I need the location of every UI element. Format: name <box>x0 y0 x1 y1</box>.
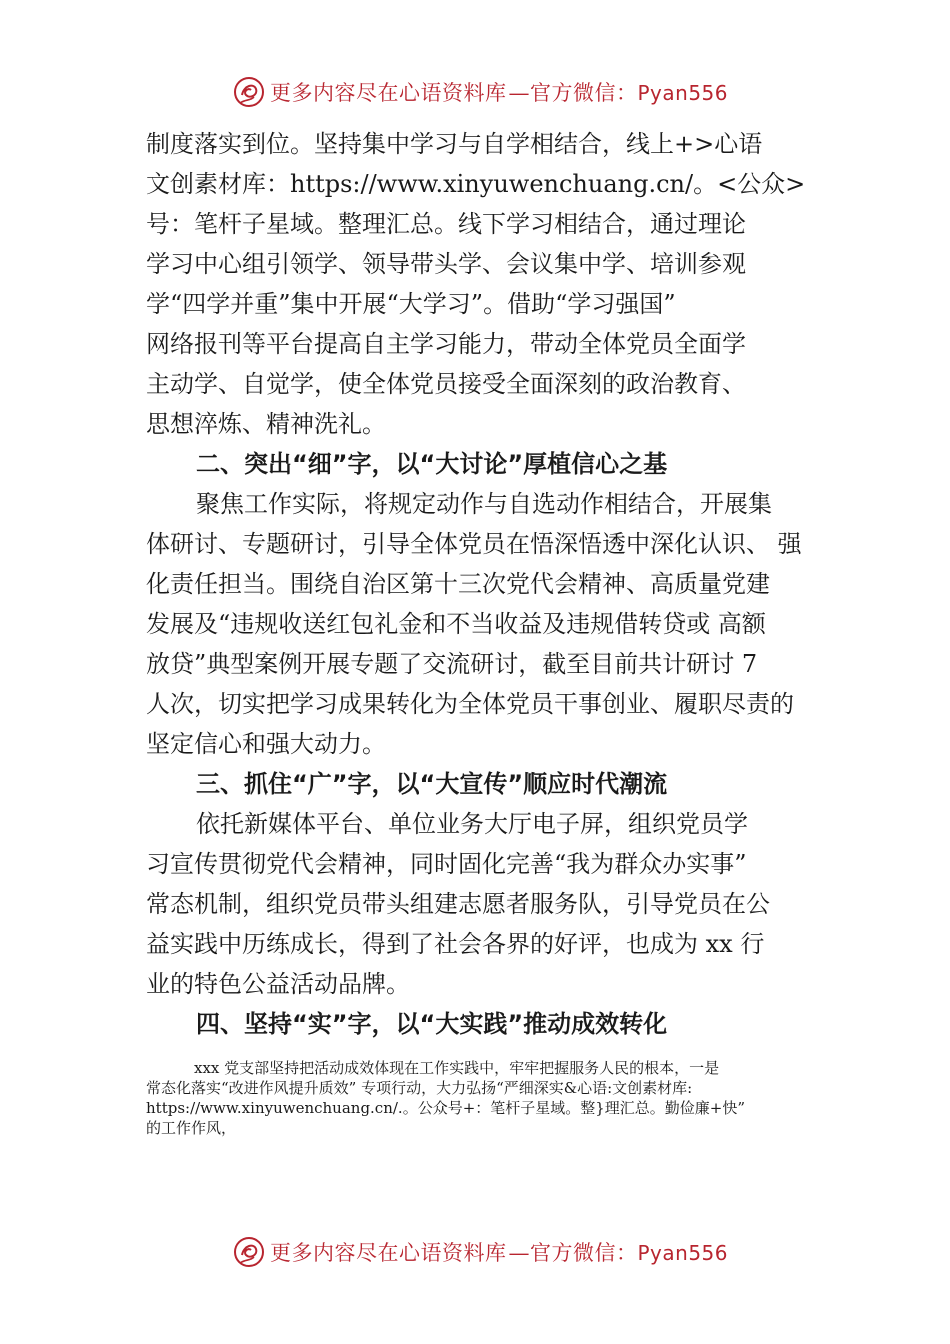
paragraph-line: 依托新媒体平台、单位业务大厅电子屏，组织党员学 <box>196 810 748 838</box>
watermark-wechat-id: Pyan556 <box>637 1241 729 1265</box>
watermark-wechat-id: Pyan556 <box>637 81 729 105</box>
paragraph-line: 放贷”典型案例开展专题了交流研讨，截至目前共计研讨 7 <box>146 650 758 678</box>
paragraph-line: 体研讨、专题研讨，引导全体党员在悟深悟透中深化认识、 强 <box>146 530 802 558</box>
watermark-dash: — <box>508 81 530 105</box>
section-heading-4: 四、坚持“实”字，以“大实践”推动成效转化 <box>196 1010 668 1038</box>
watermark-main: 更多内容尽在心语资料库 <box>270 1241 507 1265</box>
watermark-wechat-label: 官方微信： <box>530 81 638 105</box>
section-heading-3: 三、抓住“广”字，以“大宣传”顺应时代潮流 <box>196 770 668 798</box>
watermark-banner-top <box>232 72 732 112</box>
paragraph-line: 发展及“违规收送红包礼金和不当收益及违规借转贷或 高额 <box>146 610 766 638</box>
paragraph-line: 网络报刊等平台提高自主学习能力，带动全体党员全面学 <box>146 330 746 358</box>
paragraph-line: 习宣传贯彻党代会精神，同时固化完善“我为群众办实事” <box>146 850 747 878</box>
paragraph-line: 坚定信心和强大动力。 <box>146 730 386 758</box>
watermark-text <box>270 77 728 107</box>
small-line: xxx 党支部坚持把活动成效体现在工作实践中，牢牢把握服务人民的根本，一是 <box>194 1059 720 1077</box>
small-print-text <box>146 1058 826 1138</box>
watermark-main: 更多内容尽在心语资料库 <box>270 81 507 105</box>
paragraph-line: 思想淬炼、精神洗礼。 <box>146 410 386 438</box>
small-line: 常态化落实“改进作风提升质效” 专项行动，大力弘扬“严细深实&心语:文创素材库: <box>146 1079 693 1097</box>
rose-logo-icon <box>232 1235 266 1269</box>
paragraph-line: 主动学、自觉学，使全体党员接受全面深刻的政治教育、 <box>146 370 746 398</box>
body-text <box>146 124 826 1044</box>
paragraph-line: 业的特色公益活动品牌。 <box>146 970 410 998</box>
paragraph-line: 制度落实到位。坚持集中学习与自学相结合，线上+>心语 <box>146 130 763 158</box>
small-line: https://www.xinyuwenchuang.cn/.。公众号+：笔杆子星域。整}理汇总。勤俭廉+快” <box>146 1099 746 1117</box>
watermark-banner-bottom <box>232 1232 732 1272</box>
paragraph-line: 号：笔杆子星域。整理汇总。线下学习相结合，通过理论 <box>146 210 746 238</box>
watermark-wechat-label: 官方微信： <box>530 1241 638 1265</box>
paragraph-line: 聚焦工作实际，将规定动作与自选动作相结合，开展集 <box>196 490 772 518</box>
paragraph-line: 人次，切实把学习成果转化为全体党员干事创业、履职尽责的 <box>146 690 794 718</box>
section-heading-2: 二、突出“细”字，以“大讨论”厚植信心之基 <box>196 450 668 478</box>
watermark-dash: — <box>508 1241 530 1265</box>
paragraph-line: 益实践中历练成长，得到了社会各界的好评，也成为 xx 行 <box>146 930 765 958</box>
watermark-text <box>270 1237 728 1267</box>
paragraph-line: 学习中心组引领学、领导带头学、会议集中学、培训参观 <box>146 250 746 278</box>
paragraph-line: 常态机制，组织党员带头组建志愿者服务队，引导党员在公 <box>146 890 770 918</box>
paragraph-line: 文创素材库：https://www.xinyuwenchuang.cn/。<公众> <box>146 170 806 198</box>
rose-logo-icon <box>232 75 266 109</box>
paragraph-line: 化责任担当。围绕自治区第十三次党代会精神、高质量党建 <box>146 570 770 598</box>
small-line: 的工作作风， <box>146 1119 237 1137</box>
paragraph-line: 学“四学并重”集中开展“大学习”。借助“学习强国” <box>146 290 676 318</box>
